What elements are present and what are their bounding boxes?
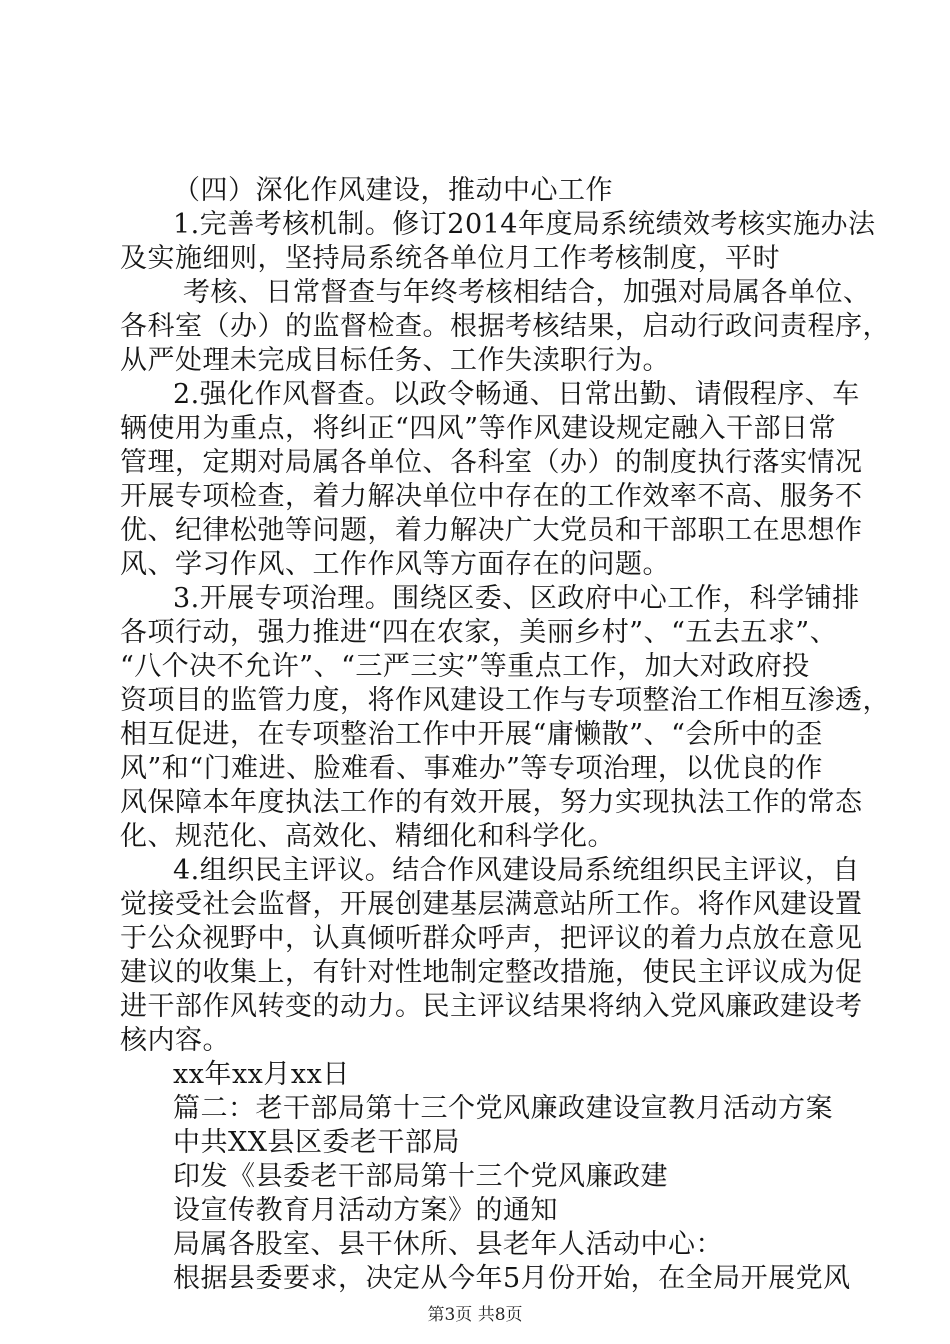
paragraph-line: 化、规范化、高效化、精细化和科学化。 <box>120 821 615 852</box>
paragraph-line: 相互促进，在专项整治工作中开展“庸懒散”、“会所中的歪 <box>120 719 823 750</box>
paragraph-line: 风保障本年度执法工作的有效开展，努力实现执法工作的常态 <box>120 787 863 818</box>
paragraph-line: 考核、日常督查与年终考核相结合，加强对局属各单位、 <box>183 277 871 308</box>
paragraph-line: 进干部作风转变的动力。民主评议结果将纳入党风廉政建设考 <box>120 991 863 1022</box>
issuer-line: 中共XX县区委老干部局 <box>173 1127 460 1158</box>
paragraph-line: 开展专项检查，着力解决单位中存在的工作效率不高、服务不 <box>120 481 863 512</box>
paragraph-line: 及实施细则，坚持局系统各单位月工作考核制度，平时 <box>120 243 780 274</box>
paragraph-line: 各项行动，强力推进“四在农家，美丽乡村”、“五去五求”、 <box>120 617 838 648</box>
article-title: 篇二：老干部局第十三个党风廉政建设宣教月活动方案 <box>173 1093 833 1124</box>
paragraph-line: 辆使用为重点，将纠正“四风”等作风建设规定融入干部日常 <box>120 413 837 444</box>
paragraph-line: 风、学习作风、工作作风等方面存在的问题。 <box>120 549 670 580</box>
date-line: xx年xx月xx日 <box>173 1059 350 1090</box>
paragraph-line: 各科室（办）的监督检查。根据考核结果，启动行政问责程序， <box>120 311 890 342</box>
paragraph-line: 优、纪律松弛等问题，着力解决广大党员和干部职工在思想作 <box>120 515 863 546</box>
paragraph-line: 觉接受社会监督，开展创建基层满意站所工作。将作风建设置 <box>120 889 863 920</box>
paragraph-line: 于公众视野中，认真倾听群众呼声，把评议的着力点放在意见 <box>120 923 863 954</box>
paragraph-line: 管理，定期对局属各单位、各科室（办）的制度执行落实情况 <box>120 447 863 478</box>
paragraph-line: 根据县委要求，决定从今年5月份开始，在全局开展党风 <box>173 1263 851 1294</box>
recipients-line: 局属各股室、县干休所、县老年人活动中心： <box>173 1229 723 1260</box>
paragraph-line: 核内容。 <box>120 1025 230 1056</box>
section-heading: （四）深化作风建设，推动中心工作 <box>173 175 613 206</box>
paragraph-line: 1.完善考核机制。修订2014年度局系统绩效考核实施办法 <box>173 209 876 240</box>
paragraph-line: 从严处理未完成目标任务、工作失渎职行为。 <box>120 345 670 376</box>
page-footer: 第3页 共8页 <box>427 1305 523 1325</box>
paragraph-line: “八个决不允许”、“三严三实”等重点工作，加大对政府投 <box>120 651 810 682</box>
notice-title-line: 设宣传教育月活动方案》的通知 <box>173 1195 558 1226</box>
paragraph-line: 建议的收集上，有针对性地制定整改措施，使民主评议成为促 <box>120 957 863 988</box>
paragraph-line: 2.强化作风督查。以政令畅通、日常出勤、请假程序、车 <box>173 379 860 410</box>
paragraph-line: 风”和“门难进、脸难看、事难办”等专项治理，以优良的作 <box>120 753 823 784</box>
notice-title-line: 印发《县委老干部局第十三个党风廉政建 <box>173 1161 668 1192</box>
paragraph-line: 3.开展专项治理。围绕区委、区政府中心工作，科学铺排 <box>173 583 860 614</box>
paragraph-line: 资项目的监管力度，将作风建设工作与专项整治工作相互渗透， <box>120 685 890 716</box>
paragraph-line: 4.组织民主评议。结合作风建设局系统组织民主评议，自 <box>173 855 860 886</box>
